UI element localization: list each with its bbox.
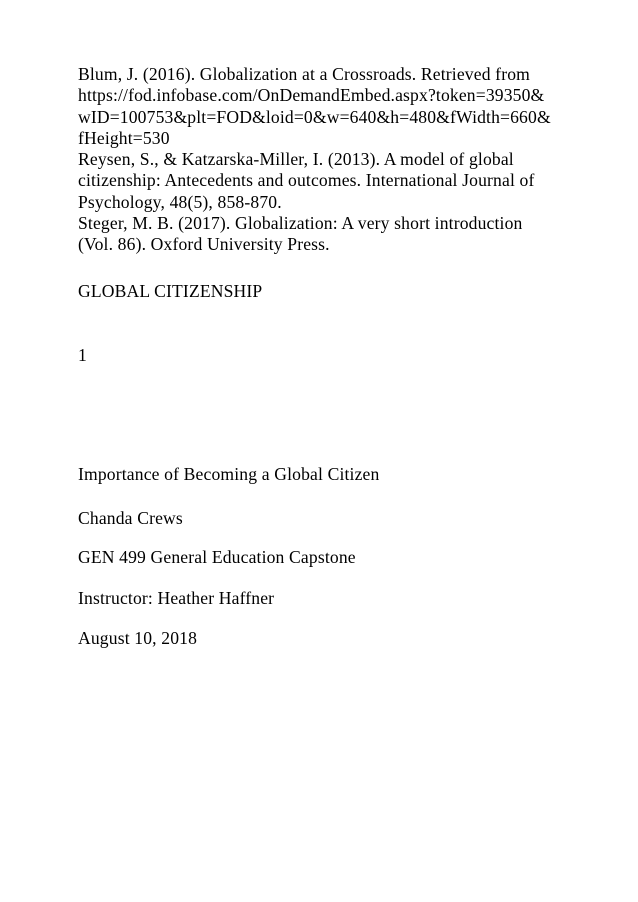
page-number: 1 [78,345,87,365]
reference-line: wID=100753&plt=FOD&loid=0&w=640&h=480&fWidth=660& [78,106,551,127]
submission-date: August 10, 2018 [78,628,198,648]
reference-line: Reysen, S., & Katzarska-Miller, I. (2013). A model of global [78,149,514,170]
reference-line: https://fod.infobase.com/OnDemandEmbed.aspx?token=39350& [78,85,545,106]
course-name: GEN 499 General Education Capstone [78,547,356,567]
paper-title: Importance of Becoming a Global Citizen [78,464,380,484]
running-head: GLOBAL CITIZENSHIP [78,281,263,301]
reference-line: Psychology, 48(5), 858-870. [78,191,282,212]
author-name: Chanda Crews [78,508,183,528]
reference-line: Blum, J. (2016). Globalization at a Crossroads. Retrieved from [78,64,530,84]
reference-line: fHeight=530 [78,127,170,148]
reference-line: citizenship: Antecedents and outcomes. International Journal of [78,170,535,191]
instructor-name: Instructor: Heather Haffner [78,588,275,608]
reference-line: Steger, M. B. (2017). Globalization: A very short introduction [78,213,523,234]
reference-list [78,64,638,256]
reference-line: (Vol. 86). Oxford University Press. [78,234,330,255]
